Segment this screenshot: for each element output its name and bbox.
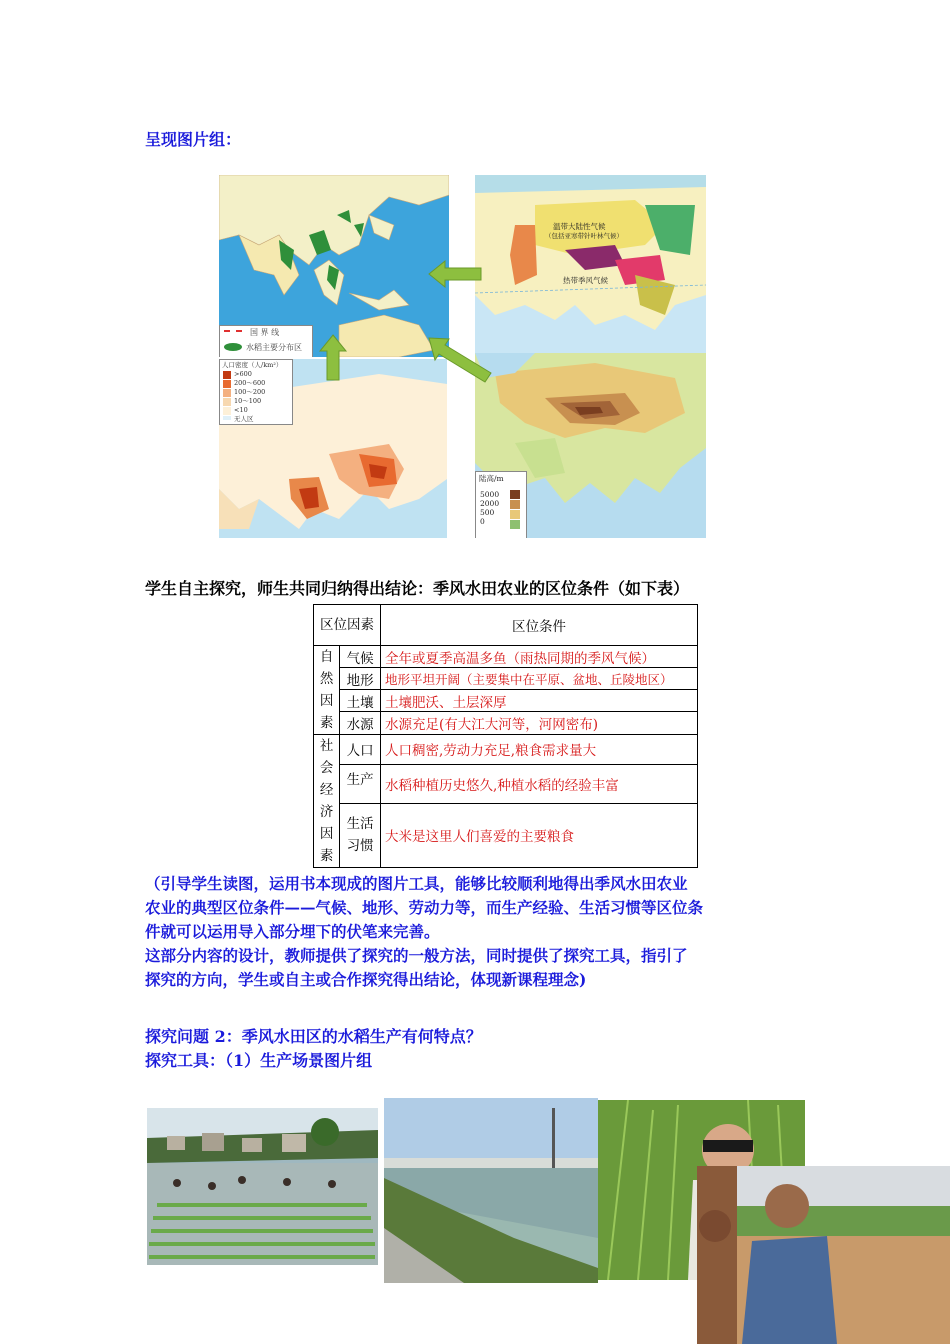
climate-label-temperate: 温带大陆性气候	[553, 222, 606, 231]
table-header-factor: 区位因素	[314, 605, 381, 646]
paragraph-line: （引导学生读图，运用书本现成的图片工具，能够比较顺利地得出季风水田农业	[145, 874, 688, 893]
population-legend-item: 200～600	[234, 379, 266, 387]
guidance-paragraph	[145, 872, 813, 992]
table-condition: 土壤肥沃、土层深厚	[381, 690, 698, 712]
paragraph-line: 这部分内容的设计，教师提供了探究的一般方法，同时提供了探究工具，指引了	[145, 946, 688, 965]
paragraph-line: 农业的典型区位条件——气候、地形、劳动力等，而生产经验、生活习惯等区位条	[145, 898, 704, 917]
paragraph-line: 探究的方向，学生或自主或合作探究得出结论，体现新课程理念)	[145, 970, 587, 989]
terrain-legend-item: 5000	[480, 490, 500, 499]
table-row	[314, 668, 698, 690]
research-tool: 探究工具：（1）生产场景图片组	[145, 1051, 373, 1070]
table-condition: 全年或夏季高温多鱼（雨热同期的季风气候）	[381, 646, 698, 668]
arrow-up-icon	[320, 335, 346, 380]
table-factor: 生活习惯	[340, 803, 381, 867]
table-factor: 人口	[340, 735, 381, 765]
table-condition: 水稻种植历史悠久,种植水稻的经验丰富	[381, 764, 698, 803]
photo-rice-planting	[147, 1108, 378, 1265]
table-row	[314, 764, 698, 803]
table-factor: 生产	[340, 764, 381, 803]
location-conditions-table	[313, 604, 698, 868]
section-heading-images: 呈现图片组：	[145, 130, 242, 149]
section-heading-conclusion: 学生自主探究，师生共同归纳得出结论：季风水田农业的区位条件（如下表）	[145, 579, 690, 598]
table-category-natural: 自然因素	[314, 646, 340, 735]
photo-farmer-drought	[697, 1166, 950, 1344]
table-header-condition: 区位条件	[381, 605, 698, 646]
table-row	[314, 690, 698, 712]
table-factor: 地形	[340, 668, 381, 690]
population-legend-item: 无人区	[234, 415, 254, 423]
rice-legend-border: 国 界 线	[250, 328, 280, 337]
table-category-socioeconomic: 社会经济因素	[314, 735, 340, 868]
map-collage	[219, 175, 706, 538]
terrain-legend-item: 500	[480, 508, 495, 517]
photo-flooded-field	[384, 1098, 598, 1283]
population-legend-title: 人口密度（人/km²）	[222, 361, 283, 369]
table-condition: 地形平坦开阔（主要集中在平原、盆地、丘陵地区）	[381, 668, 698, 690]
table-factor: 气候	[340, 646, 381, 668]
table-row	[314, 803, 698, 867]
table-condition: 大米是这里人们喜爱的主要粮食	[381, 803, 698, 867]
arrows-overlay	[219, 175, 706, 538]
rice-legend-area: 水稻主要分布区	[246, 343, 302, 352]
population-legend-item: 100～200	[234, 388, 266, 396]
table-factor: 水源	[340, 712, 381, 735]
terrain-legend-item: 2000	[480, 499, 500, 508]
population-legend-item: >600	[234, 370, 252, 378]
table-row	[314, 712, 698, 735]
climate-label-monsoon: 热带季风气候	[563, 276, 608, 285]
table-condition: 人口稠密,劳动力充足,粮食需求量大	[381, 735, 698, 765]
arrow-left-icon	[429, 261, 481, 287]
terrain-legend-title: 陆高/m	[479, 474, 504, 483]
terrain-legend-item: 0	[480, 517, 485, 526]
climate-label-temperate-sub: （包括亚寒带针叶林气候）	[545, 232, 623, 240]
table-row	[314, 646, 698, 668]
population-legend-item: 10～100	[234, 397, 262, 405]
paragraph-line: 件就可以运用导入部分埋下的伏笔来完善。	[145, 922, 440, 941]
table-condition: 水源充足(有大江大河等，河网密布)	[381, 712, 698, 735]
population-legend-item: <10	[234, 406, 248, 414]
table-factor: 土壤	[340, 690, 381, 712]
arrow-diagonal-icon	[429, 338, 491, 382]
research-question: 探究问题 2：季风水田区的水稻生产有何特点？	[145, 1027, 482, 1046]
table-row	[314, 735, 698, 765]
